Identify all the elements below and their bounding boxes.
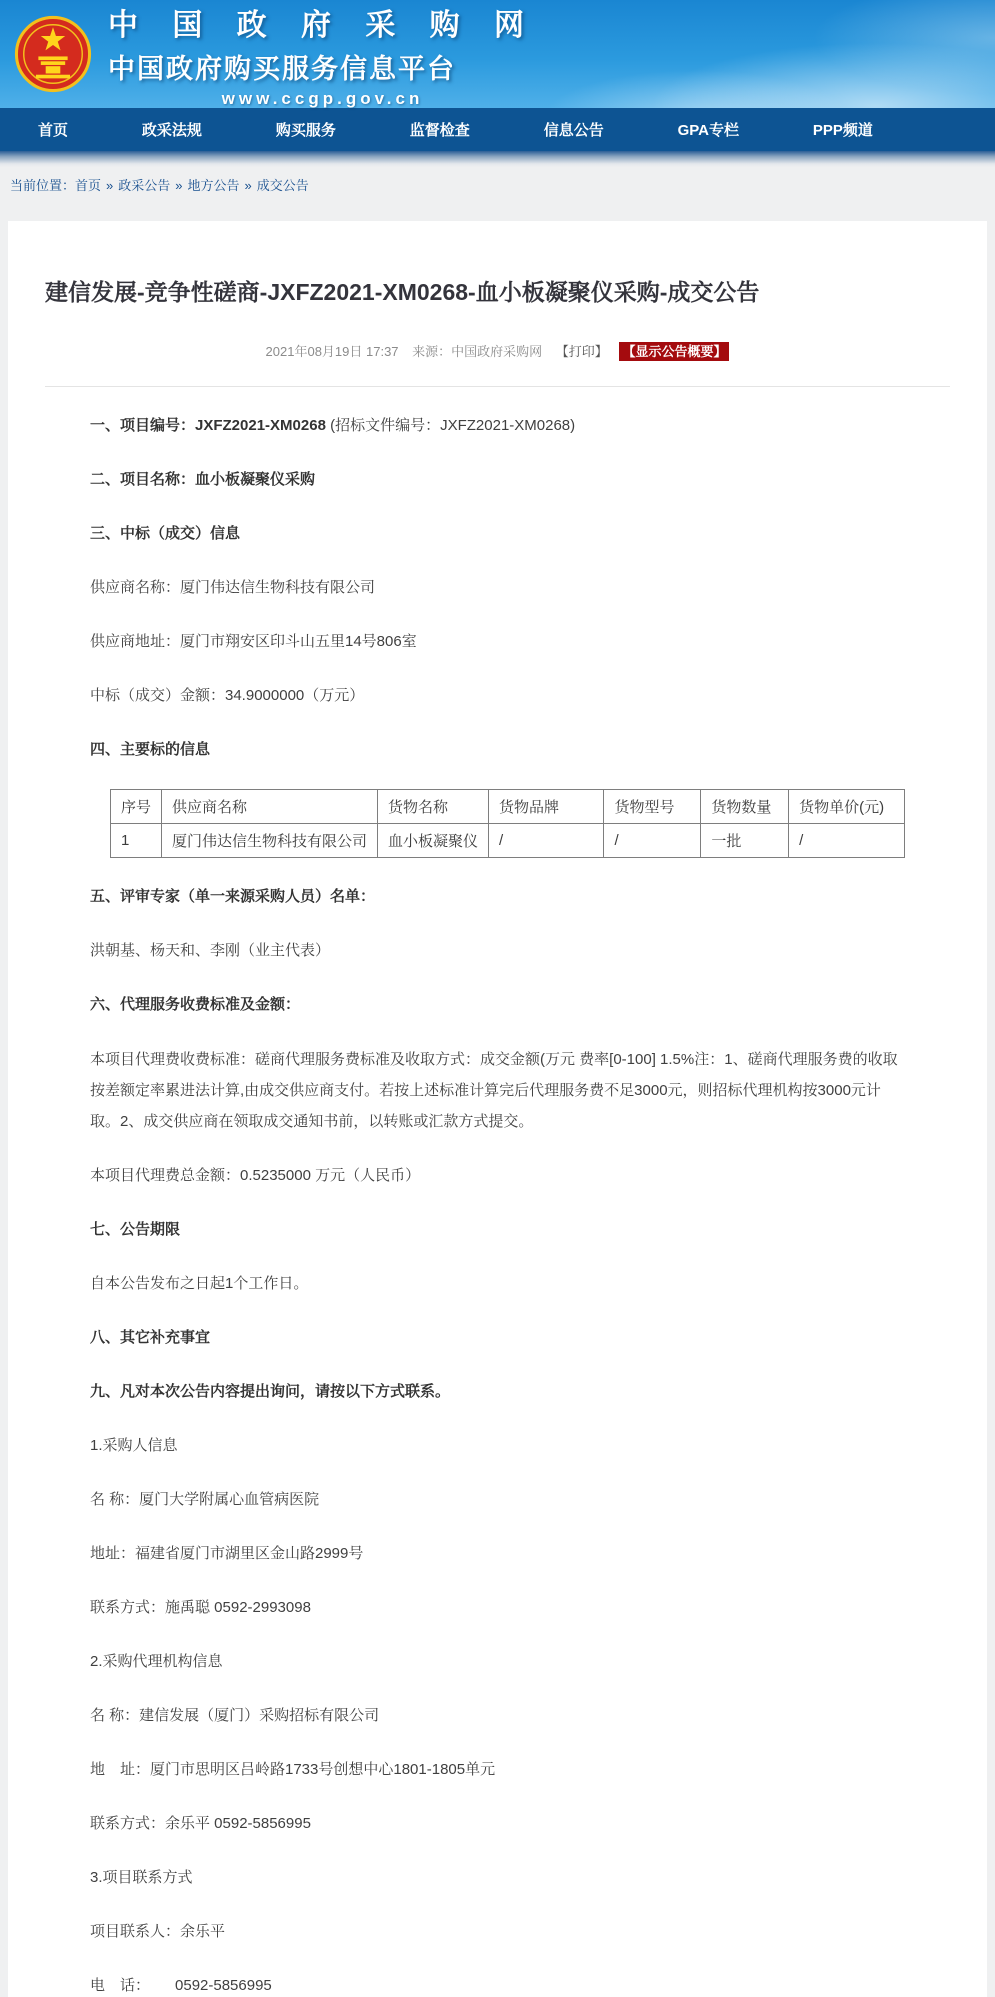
purchaser-info-heading: 1.采购人信息 bbox=[90, 1437, 178, 1455]
col-header-supplier: 供应商名称 bbox=[162, 790, 378, 824]
nav-item-home[interactable]: 首页 bbox=[38, 122, 69, 139]
goods-table bbox=[110, 789, 905, 858]
cell-supplier: 厦门伟达信生物科技有限公司 bbox=[162, 824, 378, 858]
nav-fade-decoration bbox=[0, 151, 995, 167]
col-header-goods-unit-price: 货物单价(元) bbox=[789, 790, 905, 824]
nav-item-announcements[interactable]: 信息公告 bbox=[543, 122, 604, 139]
section-other-matters: 八、其它补充事宜 bbox=[90, 1329, 211, 1347]
col-header-index: 序号 bbox=[111, 790, 162, 824]
cell-goods-unit-price: / bbox=[789, 824, 905, 858]
col-header-goods-name: 货物名称 bbox=[378, 790, 489, 824]
main-nav bbox=[0, 108, 995, 151]
article-card bbox=[8, 221, 987, 1997]
breadcrumb-item-procurement-notices[interactable]: 政采公告 bbox=[118, 178, 171, 193]
col-header-goods-model: 货物型号 bbox=[604, 790, 701, 824]
site-url: www.ccgp.gov.cn bbox=[221, 88, 424, 108]
section-project-number bbox=[90, 411, 905, 441]
nav-item-gpa[interactable]: GPA专栏 bbox=[677, 122, 740, 139]
project-contact-person: 项目联系人：余乐平 bbox=[90, 1923, 226, 1941]
project-contact-heading: 3.项目联系方式 bbox=[90, 1869, 193, 1887]
breadcrumb-separator: » bbox=[106, 178, 114, 193]
site-header bbox=[0, 0, 995, 108]
purchaser-name: 名 称：厦门大学附属心血管病医院 bbox=[90, 1491, 320, 1509]
site-subtitle: 中国政府购买服务信息平台 bbox=[108, 53, 456, 84]
goods-table-header-row bbox=[111, 790, 905, 824]
goods-table-row bbox=[111, 824, 905, 858]
purchaser-address: 地址：福建省厦门市湖里区金山路2999号 bbox=[90, 1545, 364, 1563]
breadcrumb-item-local-notices[interactable]: 地方公告 bbox=[187, 178, 240, 193]
section-project-name: 二、项目名称：血小板凝聚仪采购 bbox=[90, 471, 316, 489]
cell-goods-name: 血小板凝聚仪 bbox=[378, 824, 489, 858]
nav-item-supervision[interactable]: 监督检查 bbox=[409, 122, 470, 139]
national-emblem-icon bbox=[14, 15, 92, 93]
breadcrumb-prefix: 当前位置： bbox=[10, 178, 76, 193]
section-experts: 五、评审专家（单一来源采购人员）名单： bbox=[90, 888, 376, 906]
breadcrumb bbox=[0, 167, 995, 206]
breadcrumb-separator: » bbox=[175, 178, 183, 193]
breadcrumb-item-home[interactable]: 首页 bbox=[75, 178, 102, 193]
notice-period-text: 自本公告发布之日起1个工作日。 bbox=[90, 1275, 309, 1293]
bid-doc-number: (招标文件编号：JXFZ2021-XM0268) bbox=[325, 417, 576, 435]
article-source: 来源：中国政府采购网 bbox=[412, 344, 543, 360]
award-amount: 中标（成交）金额：34.9000000（万元） bbox=[90, 687, 365, 705]
page-title: 建信发展-竞争性磋商-JXFZ2021-XM0268-血小板凝聚仪采购-成交公告 bbox=[45, 279, 760, 306]
nav-item-regulations[interactable]: 政采法规 bbox=[141, 122, 202, 139]
breadcrumb-separator: » bbox=[244, 178, 252, 193]
site-title-block bbox=[108, 0, 537, 109]
cell-goods-model: / bbox=[604, 824, 701, 858]
nav-item-ppp[interactable]: PPP频道 bbox=[812, 122, 873, 139]
cell-goods-brand: / bbox=[489, 824, 604, 858]
site-title: 中 国 政 府 采 购 网 bbox=[108, 8, 538, 42]
purchaser-contact: 联系方式：施禹聪 0592-2993098 bbox=[90, 1599, 311, 1617]
section-contact-methods: 九、凡对本次公告内容提出询问，请按以下方式联系。 bbox=[90, 1383, 451, 1401]
project-contact-phone: 电 话： 0592-5856995 bbox=[90, 1977, 272, 1995]
agency-info-heading: 2.采购代理机构信息 bbox=[90, 1653, 223, 1671]
agency-contact: 联系方式：余乐平 0592-5856995 bbox=[90, 1815, 311, 1833]
supplier-name: 供应商名称：厦门伟达信生物科技有限公司 bbox=[90, 579, 376, 597]
agency-fee-standard: 本项目代理费收费标准：磋商代理服务费标准及收取方式：成交金额(万元 费率[0-100] 1.5%注：1、磋商代理服务费的收取按差额定率累进法计算,由成交供应商支付。若按上述标准计算完后代理服务费不足3000元，则招标代理机构按3000元计取。2、成交供应商在领取成交通知书前，以转账或汇款方式提交。 bbox=[90, 1051, 898, 1131]
article-body bbox=[8, 411, 987, 1997]
col-header-goods-quantity: 货物数量 bbox=[701, 790, 789, 824]
section-award-info: 三、中标（成交）信息 bbox=[90, 525, 241, 543]
section-main-subject: 四、主要标的信息 bbox=[90, 741, 211, 759]
show-summary-button[interactable]: 【显示公告概要】 bbox=[619, 342, 729, 361]
supplier-address: 供应商地址：厦门市翔安区印斗山五里14号806室 bbox=[90, 633, 417, 651]
agency-fee-total: 本项目代理费总金额：0.5235000 万元（人民币） bbox=[90, 1167, 421, 1185]
publish-datetime: 2021年08月19日 17:37 bbox=[265, 344, 399, 360]
print-button[interactable]: 【打印】 bbox=[555, 344, 608, 360]
section-agency-fee: 六、代理服务收费标准及金额： bbox=[90, 996, 301, 1014]
article-meta bbox=[8, 344, 987, 360]
col-header-goods-brand: 货物品牌 bbox=[489, 790, 604, 824]
agency-name: 名 称：建信发展（厦门）采购招标有限公司 bbox=[90, 1707, 380, 1725]
project-number-label: 一、项目编号：JXFZ2021-XM0268 bbox=[90, 417, 326, 435]
cell-index: 1 bbox=[111, 824, 162, 858]
section-notice-period: 七、公告期限 bbox=[90, 1221, 181, 1239]
agency-address: 地 址：厦门市思明区吕岭路1733号创想中心1801-1805单元 bbox=[90, 1761, 496, 1779]
experts-list: 洪朝基、杨天和、李刚（业主代表） bbox=[90, 942, 331, 960]
cell-goods-quantity: 一批 bbox=[701, 824, 789, 858]
breadcrumb-item-award-notices[interactable]: 成交公告 bbox=[256, 178, 309, 193]
title-divider bbox=[45, 386, 950, 387]
nav-item-purchase-service[interactable]: 购买服务 bbox=[275, 122, 336, 139]
